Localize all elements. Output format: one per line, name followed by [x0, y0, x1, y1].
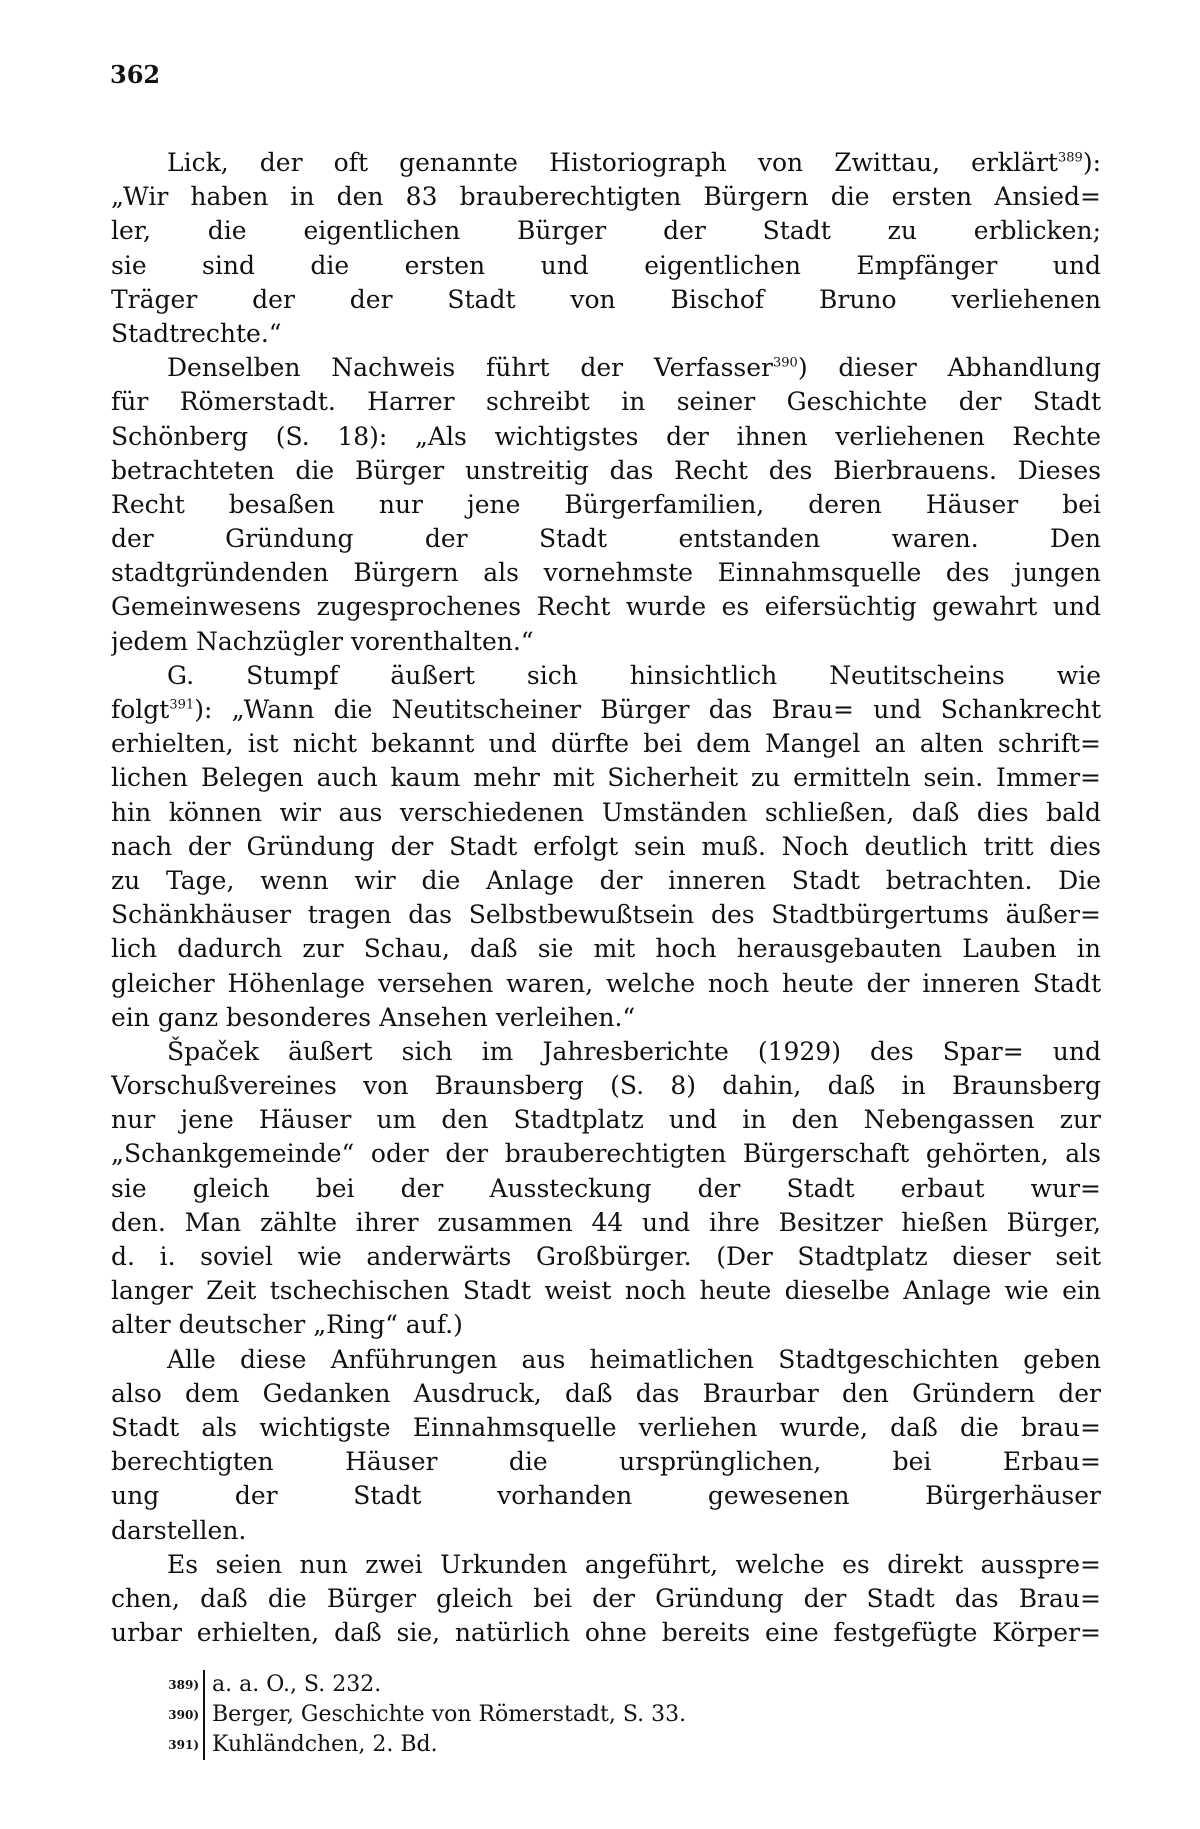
text-line	[111, 796, 1101, 830]
text-line	[111, 1411, 1101, 1445]
line-text: folgt	[111, 695, 170, 724]
line-text: sie sind die ersten und eigentlichen Empfänger und	[111, 250, 1101, 280]
line-text: für Römerstadt. Harrer schreibt in seiner Geschichte der Stadt	[111, 387, 1101, 417]
text-line	[111, 761, 1101, 795]
line-text: darstellen.	[111, 1515, 247, 1545]
line-text: Špaček äußert sich im Jahresberichte (1929) des Spar= und	[167, 1036, 1101, 1066]
line-text: langer Zeit tschechischen Stadt weist noch heute dieselbe Anlage wie ein	[111, 1276, 1101, 1306]
line-text: den. Man zählte ihrer zusammen 44 und ihre Besitzer hießen Bürger,	[111, 1207, 1101, 1237]
line-text: gleicher Höhenlage versehen waren, welche noch heute der inneren Stadt	[111, 968, 1101, 998]
line-text: jedem Nachzügler vorenthalten.“	[111, 626, 534, 656]
line-text-continued: ) dieser Abhandlung	[797, 353, 1101, 383]
line-text: Lick, der oft genannte Historiograph von Zwittau, erklärt	[167, 148, 1058, 177]
text-line	[111, 625, 1101, 659]
line-text-continued: ): „Wann die Neutitscheiner Bürger das Brau= und Schankrecht	[194, 695, 1101, 724]
line-text: ung der Stadt vorhanden gewesenen Bürgerhäuser	[111, 1481, 1101, 1511]
text-line	[111, 1240, 1101, 1274]
text-line	[111, 1103, 1101, 1137]
text-line	[111, 385, 1101, 419]
text-line	[111, 1172, 1101, 1206]
footnote	[168, 1700, 1005, 1730]
line-text: Alle diese Anführungen aus heimatlichen Stadtgeschichten geben	[167, 1344, 1101, 1374]
line-text: hin können wir aus verschiedenen Umständen schließen, daß dies bald	[111, 797, 1101, 827]
text-line	[111, 1035, 1101, 1069]
text-line	[111, 420, 1101, 454]
line-text: der Gründung der Stadt entstanden waren. Den	[111, 524, 1101, 554]
page-number: 362	[110, 60, 161, 89]
text-line	[111, 1548, 1101, 1582]
line-text: Denselben Nachweis führt der Verfasser	[167, 353, 773, 383]
line-text: Stadt als wichtigste Einnahmsquelle verliehen wurde, daß die brau=	[111, 1412, 1101, 1442]
line-text: Stadtrechte.“	[111, 318, 282, 348]
text-line	[111, 454, 1101, 488]
footnote-reference: 391	[169, 697, 195, 713]
line-text: lichen Belegen auch kaum mehr mit Sicherheit zu ermitteln sein. Immer=	[111, 763, 1101, 793]
text-line	[111, 1001, 1101, 1035]
text-line	[111, 488, 1101, 522]
line-text: stadtgründenden Bürgern als vornehmste Einnahmsquelle des jungen	[111, 558, 1101, 588]
text-line	[111, 727, 1101, 761]
line-text: nur jene Häuser um den Stadtplatz und in den Nebengassen zur	[111, 1105, 1101, 1135]
line-text: Recht besaßen nur jene Bürgerfamilien, deren Häuser bei	[111, 489, 1101, 519]
line-text: Träger der der Stadt von Bischof Bruno verliehenen	[111, 284, 1101, 314]
line-text: alter deutscher „Ring“ auf.)	[111, 1310, 463, 1340]
line-text: also dem Gedanken Ausdruck, daß das Braurbar den Gründern der	[111, 1378, 1101, 1408]
line-text: sie gleich bei der Aussteckung der Stadt erbaut wur=	[111, 1173, 1101, 1203]
line-text: ein ganz besonderes Ansehen verleihen.“	[111, 1002, 636, 1032]
line-text: ler, die eigentlichen Bürger der Stadt zu erblicken;	[111, 216, 1101, 246]
text-line	[111, 1445, 1101, 1479]
line-text: Schänkhäuser tragen das Selbstbewußtsein des Stadtbürgertums äußer=	[111, 900, 1101, 930]
text-line	[111, 1137, 1101, 1171]
text-line	[111, 351, 1101, 385]
line-text: chen, daß die Bürger gleich bei der Gründung der Stadt das Brau=	[111, 1583, 1101, 1613]
text-line	[111, 1616, 1101, 1650]
line-text: „Schankgemeinde“ oder der brauberechtigten Bürgerschaft gehörten, als	[111, 1139, 1101, 1169]
footnotes	[168, 1670, 1005, 1760]
text-line	[111, 180, 1101, 214]
line-text: berechtigten Häuser die ursprünglichen, bei Erbau=	[111, 1447, 1101, 1477]
line-text: „Wir haben in den 83 brauberechtigten Bürgern die ersten Ansied=	[111, 182, 1101, 212]
line-text-continued: ):	[1082, 148, 1101, 177]
text-line	[111, 659, 1101, 693]
line-text: Gemeinwesens zugesprochenes Recht wurde es eifersüchtig gewahrt und	[111, 592, 1101, 622]
footnote-reference: 389	[1057, 150, 1083, 166]
line-text: urbar erhielten, daß sie, natürlich ohne bereits eine festgefügte Körper=	[111, 1618, 1101, 1648]
text-line	[111, 146, 1101, 180]
text-line	[111, 1582, 1101, 1616]
line-text: Es seien nun zwei Urkunden angeführt, welche es direkt ausspre=	[167, 1549, 1101, 1579]
text-line	[111, 864, 1101, 898]
line-text: nach der Gründung der Stadt erfolgt sein muß. Noch deutlich tritt dies	[111, 831, 1101, 861]
text-line	[111, 317, 1101, 351]
text-line	[111, 556, 1101, 590]
text-line	[111, 1479, 1101, 1513]
text-line	[111, 693, 1101, 727]
footnote-text: a. a. O., S. 232.	[212, 1672, 382, 1697]
text-line	[111, 1206, 1101, 1240]
line-text: lich dadurch zur Schau, daß sie mit hoch herausgebauten Lauben in	[111, 934, 1101, 964]
text-line	[111, 1377, 1101, 1411]
text-line	[111, 1514, 1101, 1548]
footnote-text: Kuhländchen, 2. Bd.	[212, 1732, 438, 1757]
line-text: zu Tage, wenn wir die Anlage der inneren Stadt betrachten. Die	[111, 865, 1101, 895]
line-text: betrachteten die Bürger unstreitig das Recht des Bierbrauens. Dieses	[111, 455, 1101, 485]
footnote-reference: 390	[773, 355, 798, 371]
footnote-mark: 390)	[163, 1700, 205, 1730]
text-line	[111, 830, 1101, 864]
line-text: erhielten, ist nicht bekannt und dürfte bei dem Mangel an alten schrift=	[111, 729, 1101, 759]
text-line	[111, 283, 1101, 317]
text-line	[111, 1308, 1101, 1342]
text-line	[111, 967, 1101, 1001]
footnote-mark: 391)	[163, 1730, 205, 1760]
text-line	[111, 214, 1101, 248]
text-line	[111, 898, 1101, 932]
text-line	[111, 590, 1101, 624]
text-line	[111, 249, 1101, 283]
text-line	[111, 1343, 1101, 1377]
text-line	[111, 522, 1101, 556]
body-text	[111, 146, 1101, 1650]
footnote-text: Berger, Geschichte von Römerstadt, S. 33.	[212, 1702, 687, 1727]
line-text: Schönberg (S. 18): „Als wichtigstes der ihnen verliehenen Rechte	[111, 421, 1101, 451]
line-text: Vorschußvereines von Braunsberg (S. 8) dahin, daß in Braunsberg	[111, 1071, 1101, 1101]
footnote	[168, 1670, 1005, 1700]
text-line	[111, 1069, 1101, 1103]
text-line	[111, 1274, 1101, 1308]
footnote-mark: 389)	[163, 1670, 205, 1700]
footnote	[168, 1730, 1005, 1760]
line-text: G. Stumpf äußert sich hinsichtlich Neutitscheins wie	[167, 660, 1101, 690]
text-line	[111, 932, 1101, 966]
line-text: d. i. soviel wie anderwärts Großbürger. (Der Stadtplatz dieser seit	[111, 1242, 1101, 1271]
